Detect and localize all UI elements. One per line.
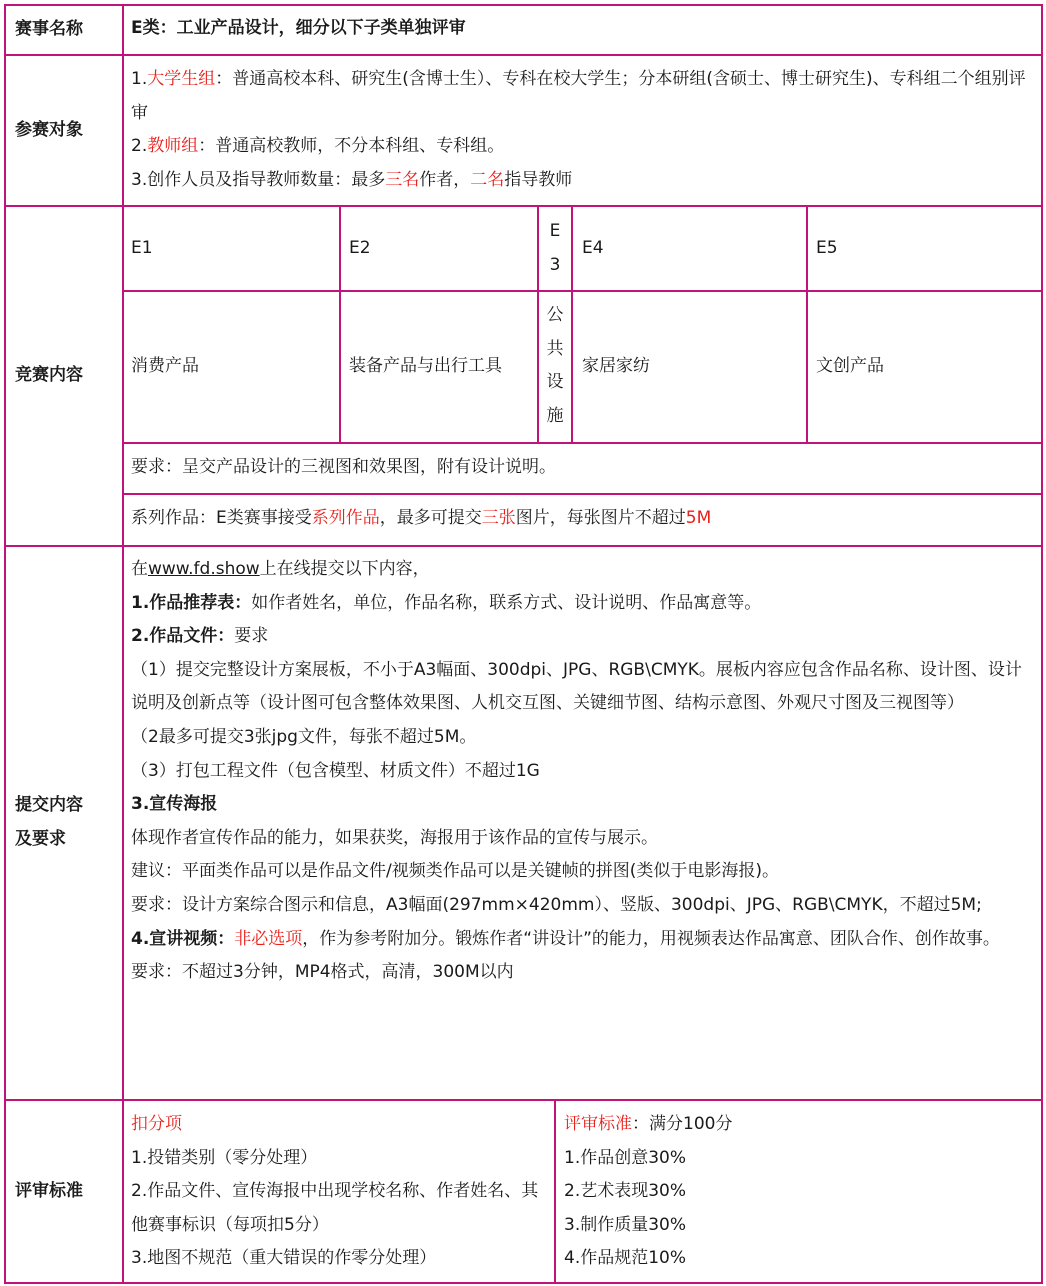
- work-files-item-3: （3）打包工程文件（包含模型、材质文件）不超过1G: [131, 760, 540, 781]
- fd-show-link[interactable]: www.fd.show: [148, 559, 260, 579]
- video-requirement: 要求：不超过3分钟，MP4格式，高清，300M以内: [131, 962, 514, 983]
- submission-intro: 在www.fd.show上在线提交以下内容，: [131, 559, 430, 579]
- video-section: 4.宣讲视频：非必选项，作为参考附加分。锻炼作者“讲设计”的能力，用视频表达作品寓意、团队合作、创作故事。: [131, 928, 1000, 949]
- content-series: 系列作品：E类赛事接受系列作品，最多可提交三张图片，每张图片不超过5M: [131, 508, 712, 528]
- poster-requirement: 要求：设计方案综合图示和信息，A3幅面(297mm×420mm）、竖版、300dpi、JPG、RGB\CMYK，不超过5M;: [131, 894, 982, 915]
- category-code-e1: E1: [131, 238, 153, 258]
- label-competition-content: 竞赛内容: [15, 365, 83, 386]
- criteria-item: 4.作品规范10%: [564, 1248, 687, 1269]
- label-event-name: 赛事名称: [15, 19, 83, 40]
- category-name-e3: 公 共 设 施: [546, 305, 564, 426]
- deduction-item: 1.投错类别（零分处理）: [131, 1147, 318, 1168]
- criteria-list: [564, 1108, 1034, 1276]
- criteria-item: 2.艺术表现30%: [564, 1181, 687, 1202]
- label-participants: 参赛对象: [15, 119, 83, 140]
- submission-content: [131, 553, 1033, 990]
- participants-content: [131, 63, 1033, 197]
- deduction-title: 扣分项: [131, 1114, 182, 1134]
- participants-line-3: 3.创作人员及指导教师数量：最多三名作者，二名指导教师: [131, 169, 573, 190]
- category-code-e4: E4: [582, 238, 604, 258]
- event-name-value: E类：工业产品设计，细分以下子类单独评审: [131, 18, 466, 38]
- participants-line-1: 1.大学生组：普通高校本科、研究生(含博士生）、专科在校大学生；分本研组(含硕士、博士研究生)、专科组二个组别评审: [131, 69, 1026, 123]
- poster-desc: 体现作者宣传作品的能力，如果获奖，海报用于该作品的宣传与展示。: [131, 827, 658, 848]
- category-name-e4: 家居家纺: [582, 356, 650, 376]
- deduction-item: 3.地图不规范（重大错误的作零分处理）: [131, 1248, 437, 1269]
- participants-line-2: 2.教师组：普通高校教师，不分本科组、专科组。: [131, 136, 505, 157]
- poster-title: 3.宣传海报: [131, 794, 218, 815]
- category-name-e1: 消费产品: [131, 356, 199, 376]
- work-files: 2.作品文件：要求: [131, 626, 269, 647]
- label-submission: 提交内容 及要求: [15, 795, 83, 849]
- category-code-e3: E 3: [549, 221, 561, 275]
- category-code-e5: E5: [816, 238, 838, 258]
- category-code-e2: E2: [349, 238, 371, 258]
- criteria-title: 评审标准：满分100分: [564, 1114, 733, 1134]
- criteria-item: 1.作品创意30%: [564, 1147, 687, 1168]
- criteria-item: 3.制作质量30%: [564, 1214, 687, 1235]
- work-files-item-1: （1）提交完整设计方案展板，不小于A3幅面、300dpi、JPG、RGB\CMYK。展板内容应包含作品名称、设计图、设计说明及创新点等（设计图可包含整体效果图、人机交互图、关键细节图、结构示意图、外观尺寸图及三视图等）: [131, 659, 1022, 714]
- work-files-item-2: （2最多可提交3张jpg文件，每张不超过5M。: [131, 726, 477, 747]
- deduction-item: 2.作品文件、宣传海报中出现学校名称、作者姓名、其他赛事标识（每项扣5分）: [131, 1181, 539, 1235]
- recommend-form: 1.作品推荐表：如作者姓名，单位，作品名称，联系方式、设计说明、作品寓意等。: [131, 592, 762, 613]
- category-name-e5: 文创产品: [816, 356, 884, 376]
- category-name-e2: 装备产品与出行工具: [349, 356, 502, 376]
- poster-suggestion: 建议：平面类作品可以是作品文件/视频类作品可以是关键帧的拼图(类似于电影海报)。: [131, 861, 779, 882]
- content-requirement: 要求：呈交产品设计的三视图和效果图，附有设计说明。: [131, 457, 556, 477]
- deduction-list: [131, 1108, 545, 1276]
- label-review: 评审标准: [15, 1180, 83, 1201]
